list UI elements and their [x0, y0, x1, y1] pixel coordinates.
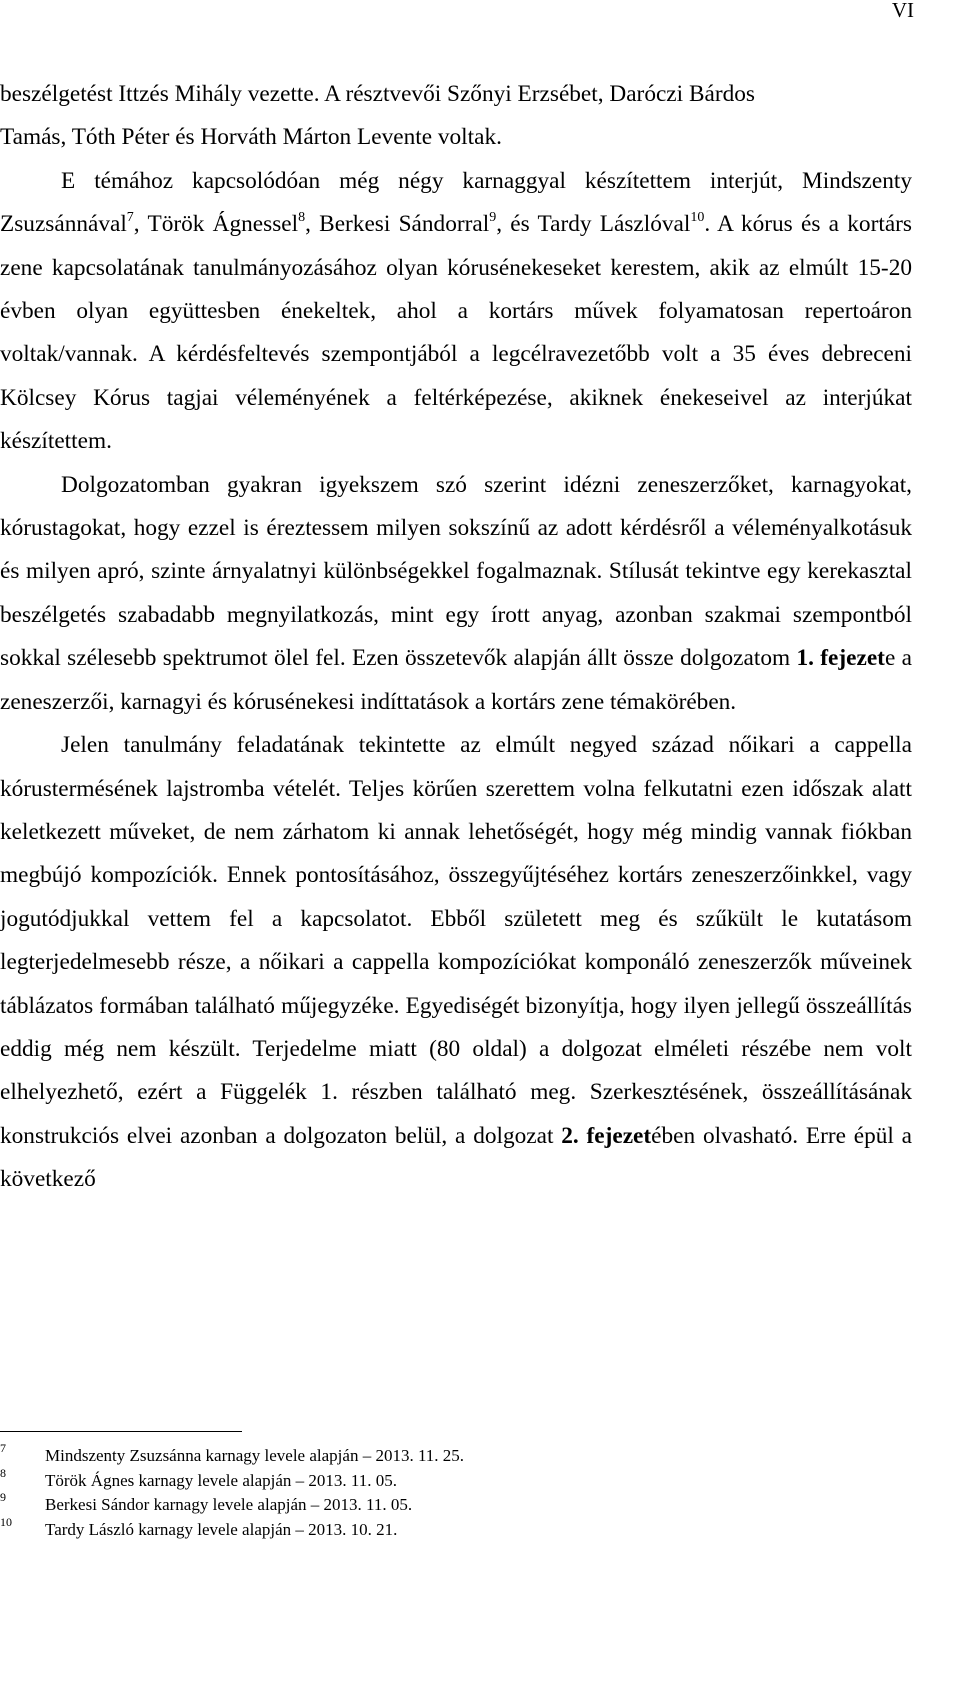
- footnote-number: 9: [0, 1490, 6, 1504]
- body-text: [0, 73, 912, 1202]
- footnote-7: [0, 1441, 912, 1469]
- page-number: VI: [891, 0, 914, 22]
- p2-text-2: , Török Ágnessel: [133, 211, 299, 238]
- footnote-ref-10[interactable]: 10: [690, 210, 705, 226]
- footnote-text: Tardy László karnagy levele alapján – 2013. 10. 21.: [45, 1519, 398, 1539]
- footnote-text: Török Ágnes karnagy levele alapján – 2013. 11. 05.: [45, 1470, 398, 1490]
- p3-text-1: Dolgozatomban gyakran igyekszem szó szerint idézni zeneszerzőket, karnagyokat, kórustagokat, hogy ezzel is éreztessem milyen sokszínű az adott kérdésről a véleményalkotásuk és milyen apró, szinte árnyalatnyi különbségekkel fogalmaznak. Stílusát tekintve egy kerekasztal beszélgetés szabadabb megnyilatkozás, mint egy írott anyag, azonban szakmai szempontból sokkal szélesebb spektrumot ölel fel. Ezen összetevők alapján állt össze dolgozatom: [0, 471, 912, 672]
- footnote-8: [0, 1465, 912, 1494]
- p2-text-1: E témához kapcsolódóan még négy karnaggyal készítettem interjút, Mindszenty Zsuzsánnával: [0, 167, 912, 238]
- p2-text-5: . A kórus és a kortárs zene kapcsolatának tanulmányozásához olyan kórusénekeseket kerestem, akik az elmúlt 15-20 évben olyan együttesben énekeltek, ahol a kortárs művek folyamatosan repertoáron voltak/vannak. A kérdésfeltevés szempontjából a legcélravezetőbb volt a 35 éves debreceni Kölcsey Kórus tagjai véleményének a feltérképezése, akiknek énekeseivel az interjúkat készítettem.: [0, 211, 912, 455]
- footnote-ref-7[interactable]: 7: [126, 210, 134, 226]
- footnote-text: Mindszenty Zsuzsánna karnagy levele alapján – 2013. 11. 25.: [45, 1446, 465, 1465]
- footnote-text: Berkesi Sándor karnagy levele alapján – 2013. 11. 05.: [45, 1495, 413, 1514]
- footnote-ref-8[interactable]: 8: [298, 210, 306, 226]
- p4-text-1: Jelen tanulmány feladatának tekintette az elmúlt negyed század nőikari a cappella kórustermésének lajstromba vételét. Teljes körűen szerettem volna felkutatni ezen időszak alatt keletkezett műveket, de nem zárhatom ki annak lehetőségét, hogy még mindig vannak fiókban megbújó kompozíciók. Ennek pontosításához, összegyűjtéséhez kortárs zeneszerzőinkkel, vagy jogutódjukkal vettem fel a kapcsolatot. Ebből született meg és szűkült le kutatásom legterjedelmesebb része, a nőikari a cappella kompozíciókat komponáló zeneszerzők műveinek táblázatos formában található műjegyzéke. Egyediségét bizonyítja, hogy ilyen jellegű összeállítás eddig még nem készült. Terjedelme miatt (80 oldal) a dolgozat elméleti részébe nem volt elhelyezhető, ezért a Függelék 1. részben található meg. Szerkesztésének, összeállításának konstrukciós elvei azonban a dolgozaton belül, a dolgozat: [0, 732, 912, 1149]
- footnote-divider: [0, 1431, 242, 1432]
- paragraph-3: [0, 464, 912, 724]
- p2-text-4: , és Tardy Lászlóval: [496, 211, 691, 238]
- p4-bold-chapter: 2. fejezet: [561, 1122, 652, 1149]
- footnote-number: 10: [0, 1514, 12, 1529]
- p3-text-2: e a zeneszerzői, karnagyi és kórusénekesi indíttatások a kortárs zene témakörében.: [0, 645, 912, 715]
- footnote-number: 8: [0, 1465, 6, 1480]
- footnote-number: 7: [0, 1441, 6, 1455]
- p2-text-3: , Berkesi Sándorral: [305, 211, 490, 238]
- p4-text-2: ében olvasható. Erre épül a következő: [0, 1122, 913, 1193]
- paragraph-1-line-2: Tamás, Tóth Péter és Horváth Márton Levente voltak.: [0, 124, 502, 151]
- paragraph-2: [0, 160, 912, 464]
- paragraph-1-line-1: beszélgetést Ittzés Mihály vezette. A résztvevői Szőnyi Erzsébet, Daróczi Bárdos: [0, 81, 755, 107]
- footnote-10: [0, 1514, 912, 1543]
- paragraph-4: [0, 724, 912, 1201]
- footnote-9: [0, 1490, 912, 1518]
- p3-bold-chapter: 1. fejezet: [796, 645, 885, 672]
- footnote-ref-9[interactable]: 9: [489, 210, 497, 226]
- footnotes: [0, 1441, 912, 1542]
